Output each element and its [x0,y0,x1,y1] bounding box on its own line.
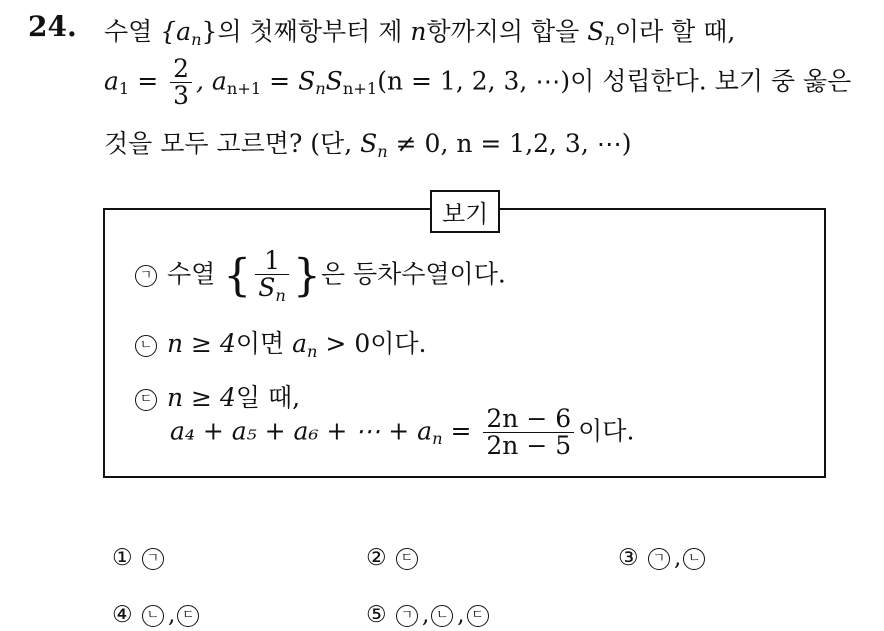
text: 항까지의 합을 [426,17,588,46]
math-sub: n+1 [342,79,378,99]
text: ≠ 0, n = 1,2, 3, ⋯) [387,129,632,158]
math-sub: n [604,29,615,49]
math: (n = 1, 2, 3, ⋯) [377,66,571,96]
fraction [255,248,289,304]
choice-number: ③ [618,545,639,571]
marker-digeut: ㄷ [135,389,157,411]
fraction-numerator: 2 [170,56,192,83]
math-sub: n [315,79,326,99]
marker-giyeok: ㄱ [396,605,418,627]
choice-3[interactable]: ③ ㄱ , ㄴ [618,545,709,571]
marker-nieun: ㄴ [683,548,705,570]
math: > 0 [317,329,371,358]
math: {a [160,17,192,46]
text: 이다. [370,329,427,358]
math-sub: n [275,286,286,306]
fraction-numerator: 2n − 6 [483,406,574,433]
choice-5[interactable]: ⑤ ㄱ , ㄴ , ㄷ [366,602,493,628]
math: S [258,273,276,303]
math: S [587,17,605,46]
fraction-denominator: 2n − 5 [486,431,572,461]
text: 의 첫째항부터 제 [217,17,411,46]
math: , a [196,66,227,96]
math: a [292,329,308,358]
choice-1[interactable] [112,545,168,571]
math-sub: n+1 [226,79,262,99]
marker-nieun: ㄴ [142,605,164,627]
math: S [325,66,343,96]
text: 것을 모두 고르면? (단, [104,129,361,158]
marker-giyeok: ㄱ [142,548,164,570]
choice-4[interactable]: ④ ㄴ , ㄷ [112,602,203,628]
math-sub: n [377,141,388,161]
text: 일 때, [235,383,301,412]
text: 은 등차수열이다. [320,259,506,289]
fraction-numerator: 1 [255,248,289,275]
choice-number: ④ [112,602,133,628]
math: n ≥ 4 [167,383,236,412]
choice-number: ① [112,545,133,571]
question-number: 24. [28,10,77,43]
question-line-3 [104,124,632,161]
math: S [360,129,378,158]
bogi-item-3-equation [170,406,634,460]
bogi-item-1 [135,248,506,304]
math: = [129,66,167,96]
question-line-1 [104,12,735,49]
marker-giyeok: ㄱ [135,265,157,287]
marker-nieun: ㄴ [135,335,157,357]
bogi-item-2 [135,324,426,361]
fraction [483,406,574,460]
math-sub: n [191,29,202,49]
math: } [201,17,218,46]
math: a [104,66,119,96]
text: 이 성립한다. 보기 중 옳은 [570,66,852,96]
marker-digeut: ㄷ [396,548,418,570]
fraction-denominator: 3 [173,81,189,111]
math-sub: n [307,341,318,361]
choice-2[interactable] [366,545,422,571]
fraction [170,56,192,110]
question-line-2 [104,56,851,110]
marker-nieun: ㄴ [431,605,453,627]
brace-open: { [223,250,252,302]
math-sub: 1 [118,79,130,99]
math: a₄ + a₅ + a₆ + ⋯ + a [170,416,433,446]
text: 수열 [167,259,224,289]
math: n [410,17,427,46]
choice-number: ② [366,545,387,571]
text: 이면 [235,329,293,358]
choice-number: ⑤ [366,602,387,628]
brace-close: } [292,250,321,302]
marker-digeut: ㄷ [467,605,489,627]
math-sub: n [432,429,443,449]
fraction-denominator [255,275,289,304]
marker-digeut: ㄷ [177,605,199,627]
bogi-label: 보기 [430,190,500,233]
text: 이라 할 때, [614,17,736,46]
math: n ≥ 4 [167,329,236,358]
math: = [442,416,480,446]
text: 수열 [104,17,161,46]
math: = S [261,66,316,96]
marker-giyeok: ㄱ [648,548,670,570]
text: 이다. [578,416,635,446]
